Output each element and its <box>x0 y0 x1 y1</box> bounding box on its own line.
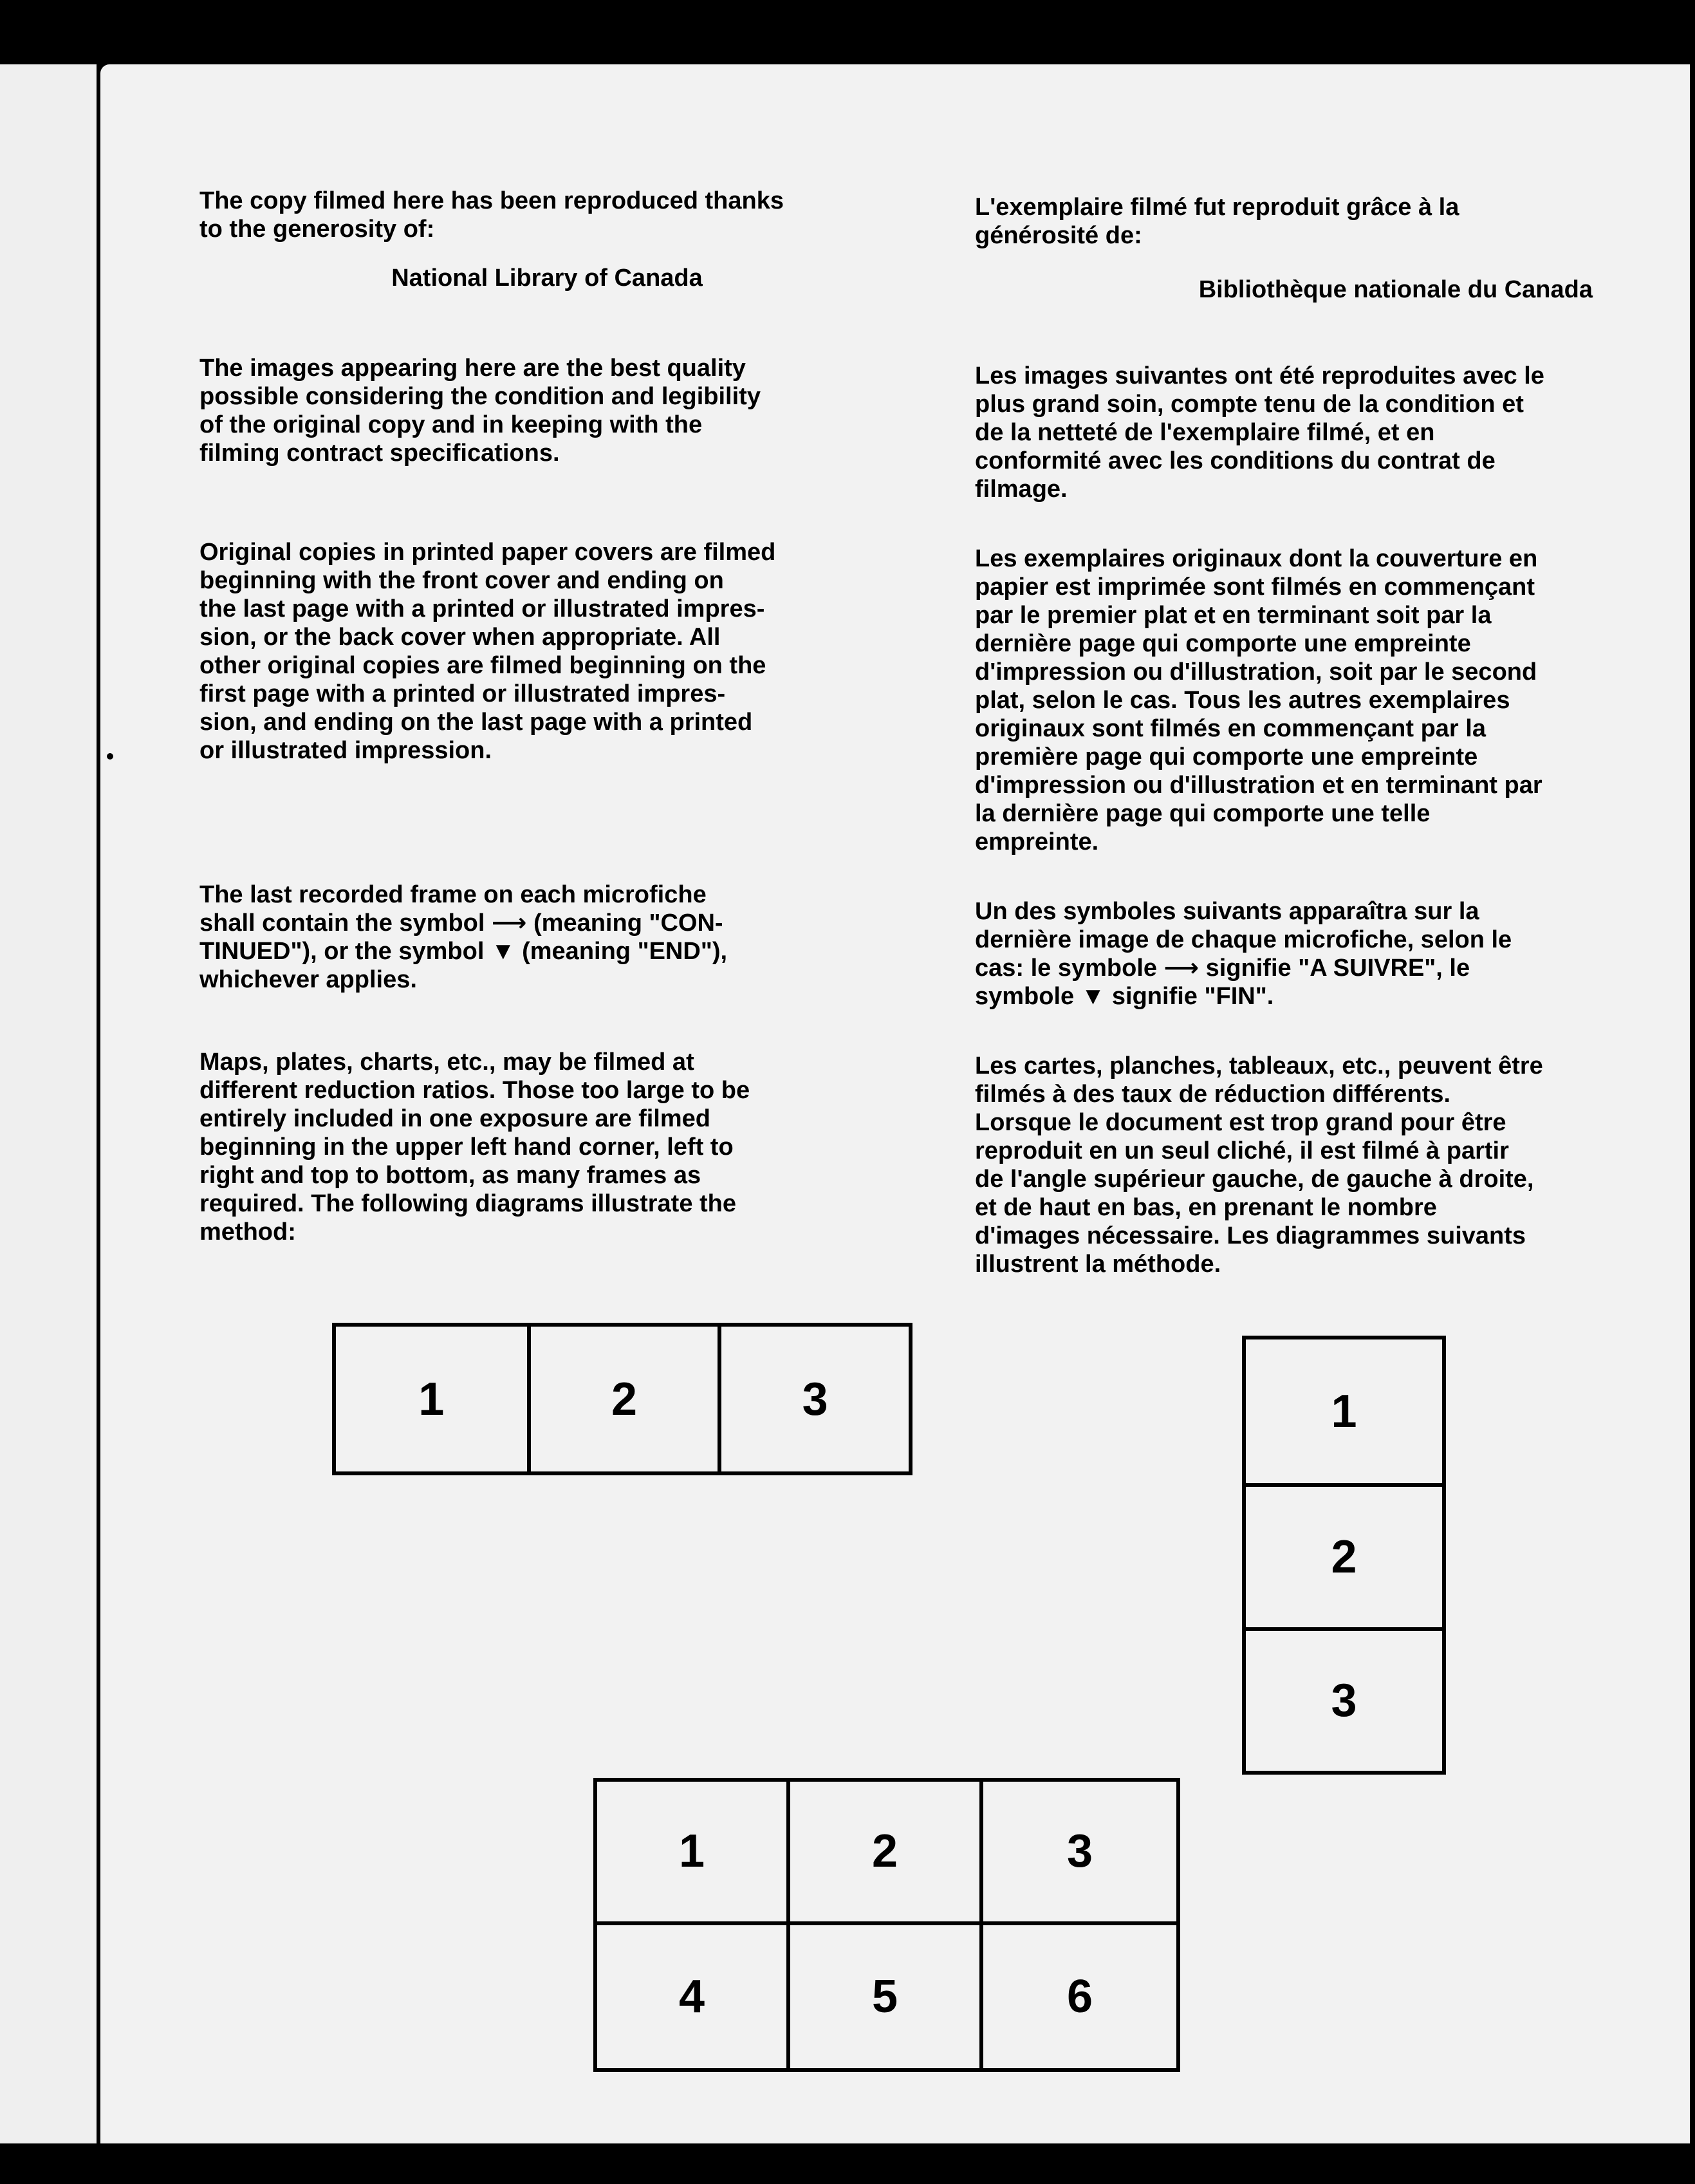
english-covers-note: Original copies in printed paper covers are filmed beginning with the front cover and ending on the last page with a printed or illustrated impres- sion, or the back cover when appropriate. All other original copies are filmed beginning on the first page with a printed or illustrated impres- sion, and ending on the last page with a printed or illustrated impression. <box>199 539 776 764</box>
french-maps-note: Les cartes, planches, tableaux, etc., peuvent être filmés à des taux de réduction différents. Lorsque le document est trop grand pour être reproduit en un seul cliché, il est filmé à partir de l'angle supérieur gauche, de gauche à droite, et de haut en bas, en prenant le nombre d'images nécessaire. Les diagrammes suivants illustrent la méthode. <box>975 1052 1543 1278</box>
english-institution: National Library of Canada <box>391 265 703 292</box>
diagram-vertical-frames <box>1242 1336 1446 1775</box>
frame-cell: 2 <box>1246 1483 1442 1627</box>
frame-cell: 6 <box>1066 1970 1093 2022</box>
previous-page-edge <box>0 64 97 2143</box>
frame-cell: 3 <box>718 1327 909 1471</box>
diagram-grid-frames <box>593 1778 1180 2072</box>
french-column <box>975 193 1593 1278</box>
english-quality-note: The images appearing here are the best quality possible considering the condition and legibility of the original copy and in keeping with the filming contract specifications. <box>199 355 761 467</box>
french-quality-note: Les images suivantes ont été reproduites avec le plus grand soin, compte tenu de la condition et de la netteté de l'exemplaire filmé, et en conformité avec les conditions du contrat de filmage. <box>975 362 1544 503</box>
frame-cell: 1 <box>418 1373 445 1425</box>
diagram-horizontal-frames <box>332 1323 912 1475</box>
english-column <box>199 187 843 1246</box>
frame-cell: 2 <box>790 1782 983 1925</box>
french-credit-intro: L'exemplaire filmé fut reproduit grâce à la générosité de: <box>975 194 1459 249</box>
english-credit-intro: The copy filmed here has been reproduced thanks to the generosity of: <box>199 187 784 243</box>
french-institution: Bibliothèque nationale du Canada <box>1198 276 1593 303</box>
frame-cell: 4 <box>597 1925 790 2069</box>
french-covers-note: Les exemplaires originaux dont la couverture en papier est imprimée sont filmés en commençant par le premier plat et en terminant soit par la dernière page qui comporte une empreinte d'impression ou d'illustration, soit par le second plat, selon le cas. Tous les autres exemplaires originaux sont filmés en commençant par la première page qui comporte une empreinte d'impression ou d'illustration et en terminant par la dernière page qui comporte une telle empreinte. <box>975 545 1542 855</box>
english-symbols-note: The last recorded frame on each microfiche shall contain the symbol ⟶ (meaning "CON- TINUED"), or the symbol ▼ (meaning "END"), whichever applies. <box>199 881 728 993</box>
french-symbols-note: Un des symboles suivants apparaîtra sur la dernière image de chaque microfiche, selon le cas: le symbole ⟶ signifie "A SUIVRE", le symbole ▼ signifie "FIN". <box>975 898 1512 1010</box>
english-maps-note: Maps, plates, charts, etc., may be filmed at different reduction ratios. Those too large to be entirely included in one exposure are filmed beginning in the upper left hand corner, left to right and top to bottom, as many frames as required. The following diagrams illustrate the method: <box>199 1049 750 1246</box>
frame-cell: 1 <box>1331 1385 1357 1437</box>
margin-dot <box>107 753 113 760</box>
frame-cell: 2 <box>527 1327 718 1471</box>
frame-cell: 3 <box>983 1782 1176 1925</box>
frame-cell: 3 <box>1246 1627 1442 1771</box>
frame-cell: 5 <box>790 1925 983 2069</box>
frame-cell: 1 <box>597 1782 790 1925</box>
